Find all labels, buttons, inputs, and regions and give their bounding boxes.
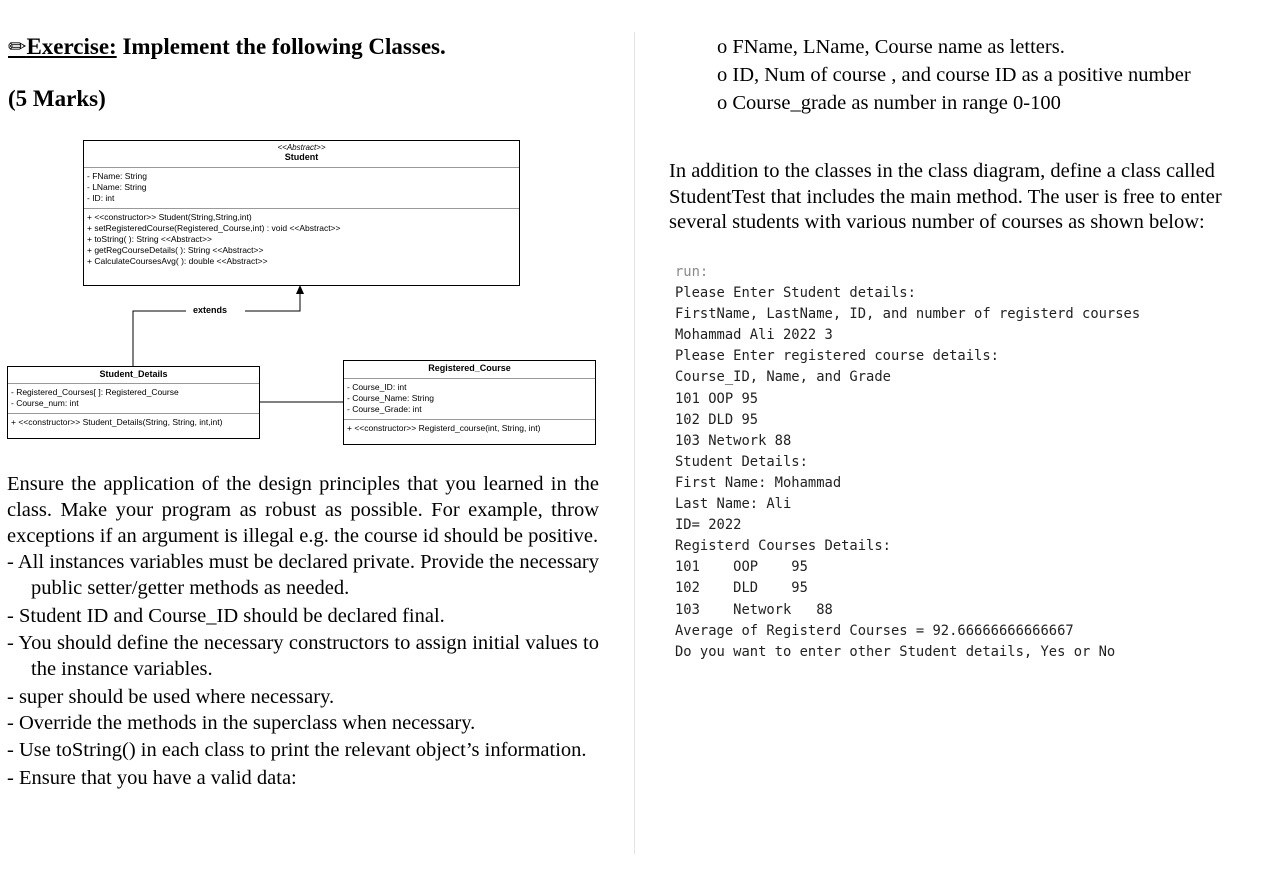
- attribute: - LName: String: [87, 182, 147, 192]
- method: + setRegisteredCourse(Registered_Course,int) : void <<Abstract>>: [87, 223, 341, 233]
- console-line: 103 Network 88: [675, 601, 833, 618]
- requirement-item: - All instances variables must be declared private. Provide the necessary public setter/getter methods as needed.: [7, 551, 599, 599]
- extends-line-right: [245, 288, 300, 311]
- attribute: - Registered_Courses[ ]: Registered_Course: [11, 387, 179, 397]
- console-line: 101 OOP 95: [675, 559, 808, 576]
- extends-label: extends: [190, 305, 230, 315]
- class-name: Student_Details: [99, 369, 168, 379]
- method: + toString( ): String <<Abstract>>: [87, 234, 212, 244]
- uml-methods: [8, 413, 259, 431]
- console-line: Please Enter registered course details:: [675, 348, 999, 365]
- method: + <<constructor>> Student(String,String,int): [87, 212, 252, 222]
- method: + CalculateCoursesAvg( ): double <<Abstract>>: [87, 256, 268, 266]
- console-output: [675, 262, 1140, 663]
- requirement-item: - You should define the necessary constructors to assign initial values to the instance variables.: [7, 632, 599, 680]
- method: + <<constructor>> Student_Details(String, String, int,int): [11, 417, 223, 427]
- console-line: 102 DLD 95: [675, 411, 759, 428]
- uml-attributes: [8, 383, 259, 413]
- attribute: - Course_Name: String: [347, 393, 434, 403]
- method: + getRegCourseDetails( ): String <<Abstract>>: [87, 245, 264, 255]
- bullet-item: o FName, LName, Course name as letters.: [717, 36, 1065, 58]
- intro-paragraph: Ensure the application of the design principles that you learned in the class. Make your program as robust as possible. For example, throw exceptions if an argument is illegal e.g. the course id should be positive.: [7, 473, 599, 547]
- uml-attributes: [344, 378, 595, 419]
- attribute: - FName: String: [87, 171, 147, 181]
- uml-header: [8, 367, 259, 383]
- console-line: 102 DLD 95: [675, 580, 808, 597]
- attribute: - Course_ID: int: [347, 382, 407, 392]
- attribute: - ID: int: [87, 193, 115, 203]
- console-line: Average of Registerd Courses = 92.66666666666667: [675, 622, 1074, 639]
- console-line: Course_ID, Name, and Grade: [675, 369, 891, 386]
- class-name: Registered_Course: [428, 363, 511, 373]
- attribute: - Course_Grade: int: [347, 404, 422, 414]
- console-line: First Name: Mohammad: [675, 474, 842, 491]
- uml-header: [344, 361, 595, 378]
- exercise-label: Exercise:: [26, 34, 117, 59]
- addition-paragraph: In addition to the classes in the class diagram, define a class called StudentTest that includes the main method. The user is free to enter several students with various number of courses as shown below:: [669, 160, 1222, 233]
- uml-class-student-details: [7, 366, 260, 439]
- marks-label: (5 Marks): [8, 86, 106, 111]
- console-line: Mohammad Ali 2022 3: [675, 327, 833, 344]
- uml-class-registered-course: [343, 360, 596, 445]
- console-line: Registerd Courses Details:: [675, 538, 891, 555]
- console-line: Do you want to enter other Student details, Yes or No: [675, 643, 1116, 660]
- console-line: Please Enter Student details:: [675, 285, 916, 302]
- requirement-item: - Override the methods in the superclass when necessary.: [7, 711, 476, 734]
- console-line: FirstName, LastName, ID, and number of registerd courses: [675, 306, 1141, 323]
- class-stereotype: <<Abstract>>: [277, 143, 326, 152]
- inheritance-arrowhead: [296, 285, 304, 294]
- requirement-item: - super should be used where necessary.: [7, 685, 335, 708]
- requirement-item: - Student ID and Course_ID should be declared final.: [7, 604, 445, 627]
- uml-methods: [84, 208, 519, 270]
- pencil-icon: ✏: [8, 34, 27, 59]
- requirement-item: - Ensure that you have a valid data:: [7, 766, 297, 789]
- console-line: 103 Network 88: [675, 432, 792, 449]
- console-line: Student Details:: [675, 453, 808, 470]
- extends-line-left: [133, 311, 186, 366]
- validation-bullets: [717, 33, 1191, 117]
- console-run-label: run:: [675, 264, 709, 280]
- method: + <<constructor>> Registerd_course(int, String, int): [347, 423, 541, 433]
- uml-header: [84, 141, 519, 167]
- console-line: 101 OOP 95: [675, 390, 759, 407]
- attribute: - Course_num: int: [11, 398, 79, 408]
- uml-attributes: [84, 167, 519, 208]
- requirement-item: - Use toString() in each class to print the relevant object’s information.: [7, 739, 587, 761]
- bullet-item: o Course_grade as number in range 0-100: [717, 92, 1061, 114]
- bullet-item: o ID, Num of course , and course ID as a positive number: [717, 64, 1191, 86]
- instructions: [7, 471, 599, 791]
- console-line: Last Name: Ali: [675, 496, 792, 513]
- uml-methods: [344, 419, 595, 437]
- exercise-title: Implement the following Classes.: [116, 34, 446, 59]
- uml-class-student: [83, 140, 520, 286]
- class-name: Student: [284, 152, 319, 162]
- console-line: ID= 2022: [675, 517, 742, 534]
